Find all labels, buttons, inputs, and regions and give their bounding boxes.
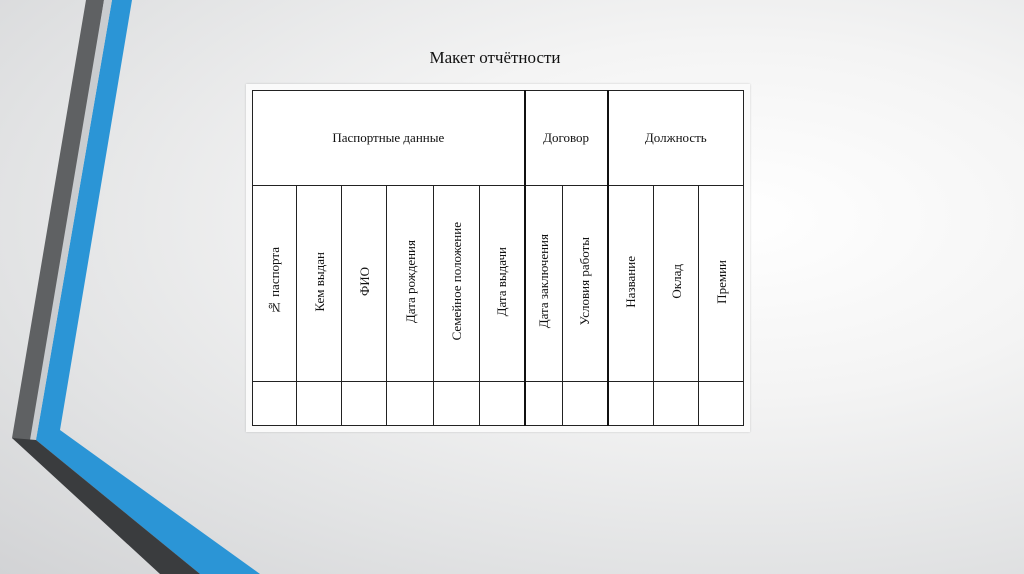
empty-cell [297, 382, 342, 426]
column-header-row [253, 186, 744, 382]
empty-cell [654, 382, 699, 426]
empty-cell [480, 382, 525, 426]
report-layout-document [246, 84, 750, 432]
empty-cell [253, 382, 297, 426]
empty-cell [608, 382, 654, 426]
group-contract: Договор [525, 91, 608, 186]
column-header-issued-by: Кем выдан [297, 186, 342, 382]
group-passport-data: Паспортные данные [253, 91, 525, 186]
empty-cell [434, 382, 480, 426]
column-header-bonuses: Премии [699, 186, 744, 382]
column-header-position-name: Название [608, 186, 654, 382]
column-header-marital-status: Семейное положение [434, 186, 480, 382]
group-position: Должность [608, 91, 744, 186]
column-header-conclusion-date: Дата заключения [525, 186, 563, 382]
column-header-salary: Оклад [654, 186, 699, 382]
empty-cell [342, 382, 387, 426]
empty-cell [563, 382, 608, 426]
empty-cell [387, 382, 434, 426]
empty-cell [525, 382, 563, 426]
empty-cell [699, 382, 744, 426]
group-header-row [253, 91, 744, 186]
column-header-work-conditions: Условия работы [563, 186, 608, 382]
column-header-birth-date: Дата рождения [387, 186, 434, 382]
column-header-full-name: ФИО [342, 186, 387, 382]
slide-title: Макет отчётности [429, 48, 561, 67]
column-header-passport-number: № паспорта [253, 186, 297, 382]
column-header-issue-date: Дата выдачи [480, 186, 525, 382]
report-layout-table [252, 90, 744, 426]
empty-data-row [253, 382, 744, 426]
dark-lower-band [12, 438, 200, 574]
